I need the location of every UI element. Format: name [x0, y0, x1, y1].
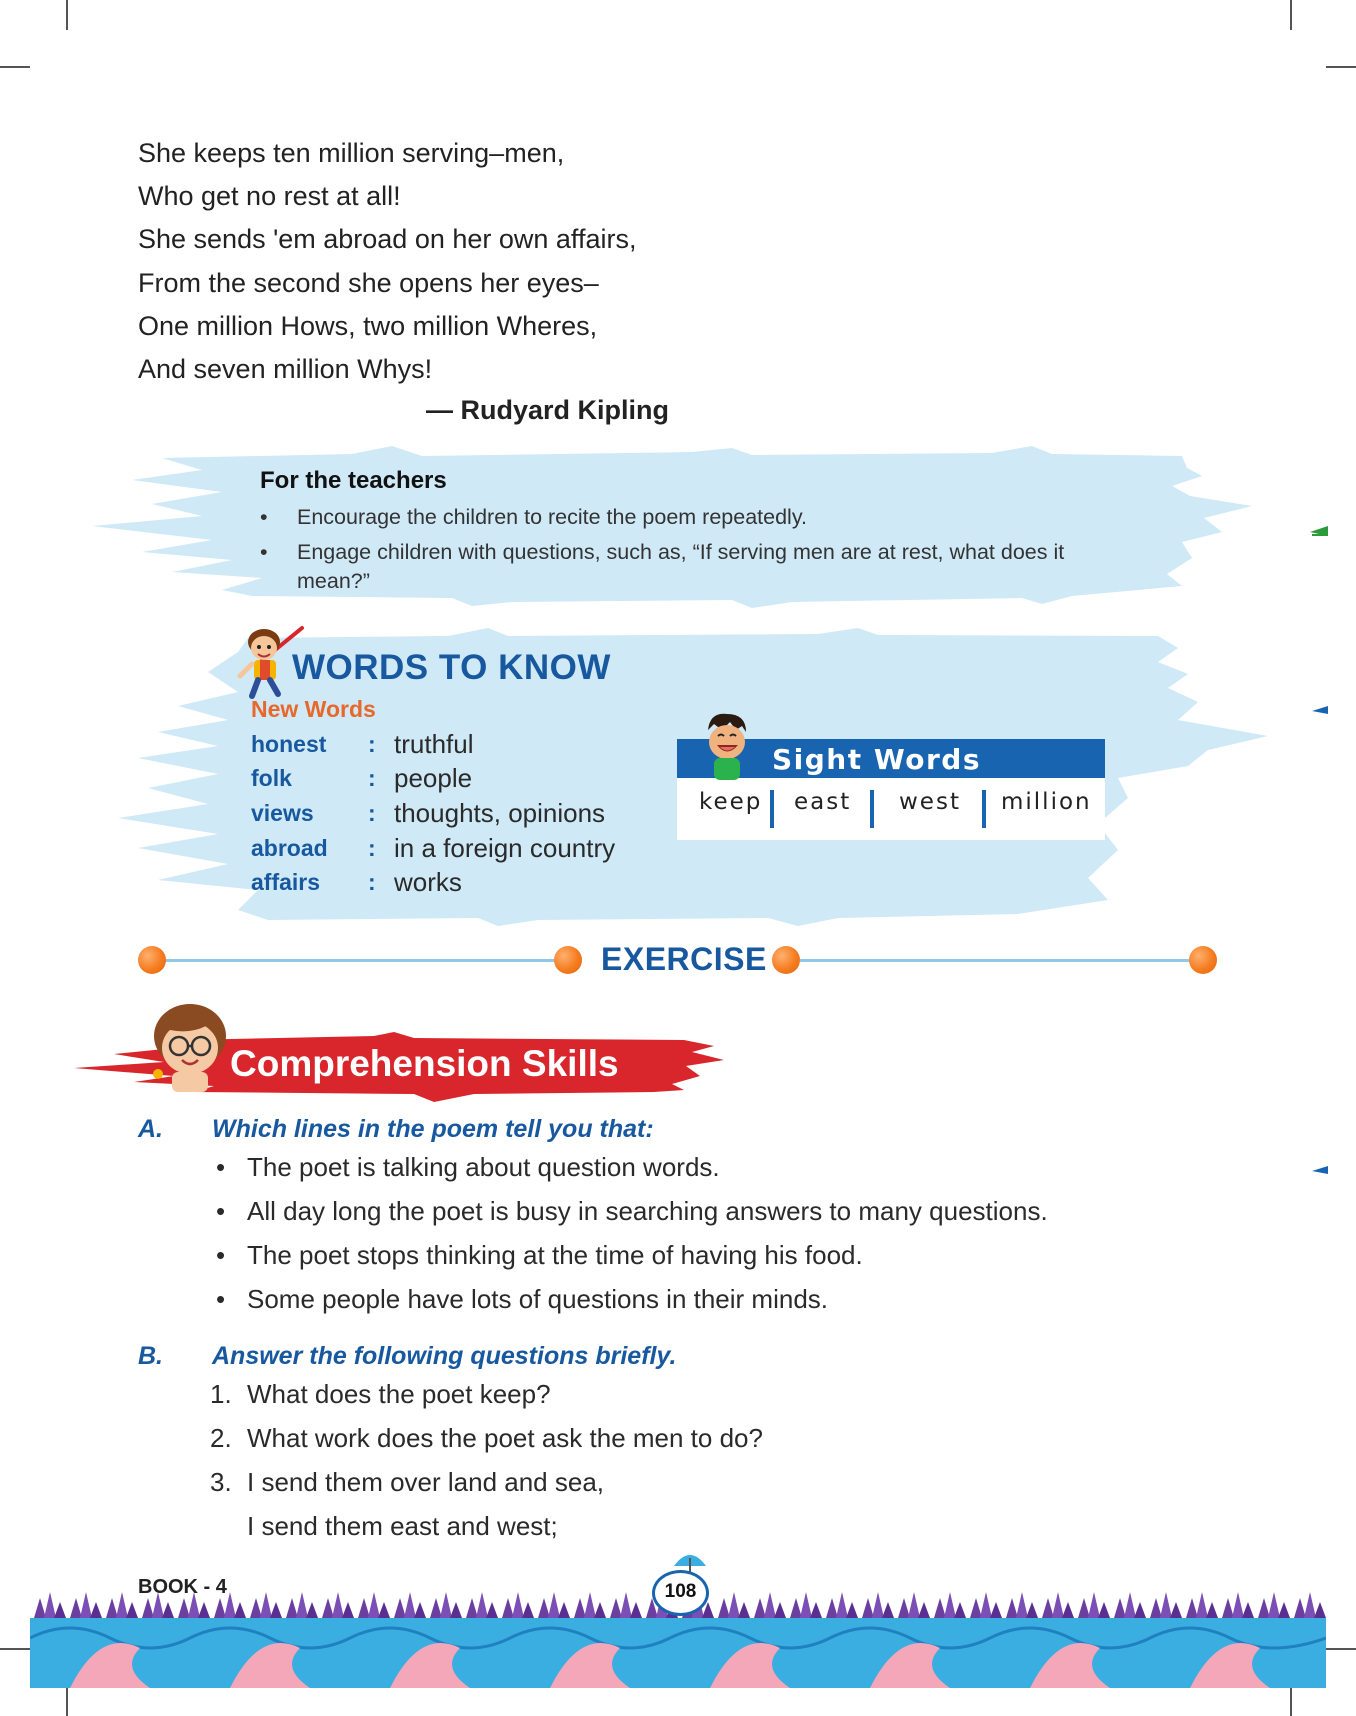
- bullet-symbol: •: [216, 1152, 226, 1182]
- crop-mark: [0, 1648, 30, 1650]
- poem-author: — Rudyard Kipling: [426, 395, 669, 425]
- section-b-letter: B.: [138, 1342, 163, 1370]
- teachers-bullet-text: Engage children with questions, such as, “If serving men are at rest, what does it mean?”: [297, 540, 1065, 593]
- question-item: [210, 1467, 763, 1511]
- sight-word-divider: [870, 790, 874, 828]
- smiling-boy-mascot-icon: [700, 710, 754, 780]
- exercise-dot-icon: [138, 946, 166, 974]
- word-term: abroad: [251, 834, 328, 861]
- sight-word: west: [899, 789, 961, 815]
- crop-mark: [1326, 66, 1356, 68]
- exercise-dot-icon: [772, 946, 800, 974]
- teachers-title: For the teachers: [260, 467, 447, 494]
- bullet-symbol: •: [216, 1196, 226, 1226]
- word-colon: :: [368, 799, 376, 826]
- poem-line: And seven million Whys!: [138, 354, 433, 385]
- word-term: folk: [251, 765, 292, 792]
- word-meaning: works: [394, 867, 462, 898]
- crop-mark: [0, 66, 30, 68]
- word-colon: :: [368, 765, 376, 792]
- list-item: [212, 1284, 1048, 1328]
- list-item-text: The poet stops thinking at the time of having his food.: [247, 1240, 863, 1270]
- question-text: I send them over land and sea,: [247, 1467, 605, 1497]
- exercise-divider-line: [800, 959, 1200, 962]
- section-a-letter: A.: [138, 1115, 163, 1143]
- teachers-bullet: [260, 503, 1120, 532]
- exercise-dot-icon: [1189, 946, 1217, 974]
- word-row: [251, 796, 615, 831]
- sight-word: east: [794, 789, 852, 815]
- sight-word: million: [1001, 789, 1092, 815]
- word-meaning: in a foreign country: [394, 832, 616, 863]
- word-term: views: [251, 799, 314, 826]
- exercise-dot-icon: [554, 946, 582, 974]
- crop-mark: [1290, 0, 1292, 30]
- list-item: [212, 1196, 1048, 1240]
- word-term: affairs: [251, 869, 321, 896]
- words-list: [251, 727, 615, 900]
- word-colon: :: [368, 869, 376, 896]
- page-number-badge: [652, 1570, 709, 1616]
- sight-word-divider: [770, 790, 774, 828]
- poem-line: One million Hows, two million Wheres,: [138, 310, 598, 341]
- margin-arrow-icon: [1310, 1164, 1328, 1176]
- margin-arrow-icon: [1310, 704, 1328, 716]
- teachers-bullet: [260, 538, 1120, 596]
- question-item: [210, 1423, 763, 1467]
- poem-line: She keeps ten million serving–men,: [138, 138, 565, 168]
- crop-mark: [1290, 1686, 1292, 1716]
- crop-mark: [66, 0, 68, 30]
- question-item: [210, 1379, 763, 1423]
- sight-word-divider: [982, 790, 986, 828]
- question-text: I send them east and west;: [247, 1511, 558, 1541]
- poem-line: From the second she opens her eyes–: [138, 267, 599, 298]
- exercise-title: EXERCISE: [601, 941, 767, 977]
- margin-arrow-icon: [1308, 524, 1328, 538]
- question-number: 2.: [210, 1423, 232, 1453]
- question-text: What work does the poet ask the men to do?: [247, 1423, 763, 1453]
- word-row: [251, 831, 615, 866]
- new-words-title: New Words: [251, 696, 376, 722]
- list-item-text: The poet is talking about question words.: [247, 1152, 720, 1182]
- word-colon: :: [368, 834, 376, 861]
- section-a-list: [212, 1152, 1048, 1328]
- word-row: [251, 865, 615, 900]
- question-number: 1.: [210, 1379, 232, 1409]
- section-b-title: Answer the following questions briefly.: [212, 1342, 677, 1370]
- question-number: 3.: [210, 1467, 232, 1497]
- bullet-symbol: •: [260, 540, 268, 564]
- teachers-bullet-text: Encourage the children to recite the poem repeatedly.: [297, 505, 807, 529]
- exercise-divider-line: [158, 959, 558, 962]
- word-colon: :: [368, 730, 376, 757]
- list-item: [212, 1152, 1048, 1196]
- poem-line: Who get no rest at all!: [138, 181, 401, 212]
- page-number: 108: [664, 1581, 697, 1602]
- word-row: [251, 762, 615, 797]
- sight-words-title: Sight Words: [772, 743, 982, 776]
- crop-mark: [66, 1686, 68, 1716]
- bullet-symbol: •: [260, 505, 268, 529]
- bullet-symbol: •: [216, 1284, 226, 1314]
- word-row: [251, 727, 615, 762]
- word-meaning: people: [394, 763, 473, 794]
- section-b-list: [210, 1379, 763, 1555]
- poem-line: She sends 'em abroad on her own affairs,: [138, 224, 637, 255]
- comprehension-skills-title: Comprehension Skills: [230, 1043, 619, 1084]
- footer-book-label: BOOK - 4: [138, 1576, 227, 1598]
- poem: [138, 132, 636, 391]
- section-a-title: Which lines in the poem tell you that:: [212, 1115, 654, 1143]
- word-term: honest: [251, 730, 327, 757]
- girl-with-glasses-mascot-icon: [146, 1000, 234, 1092]
- word-meaning: truthful: [394, 728, 474, 759]
- sight-word: keep: [699, 789, 763, 815]
- list-item-text: Some people have lots of questions in their minds.: [247, 1284, 829, 1314]
- words-to-know-title: WORDS TO KNOW: [292, 648, 611, 687]
- list-item: [212, 1240, 1048, 1284]
- crop-mark: [1326, 1648, 1356, 1650]
- bullet-symbol: •: [216, 1240, 226, 1270]
- teachers-note: [260, 467, 1120, 602]
- question-text: What does the poet keep?: [247, 1379, 551, 1409]
- list-item-text: All day long the poet is busy in searching answers to many questions.: [247, 1196, 1048, 1226]
- word-meaning: thoughts, opinions: [394, 797, 606, 828]
